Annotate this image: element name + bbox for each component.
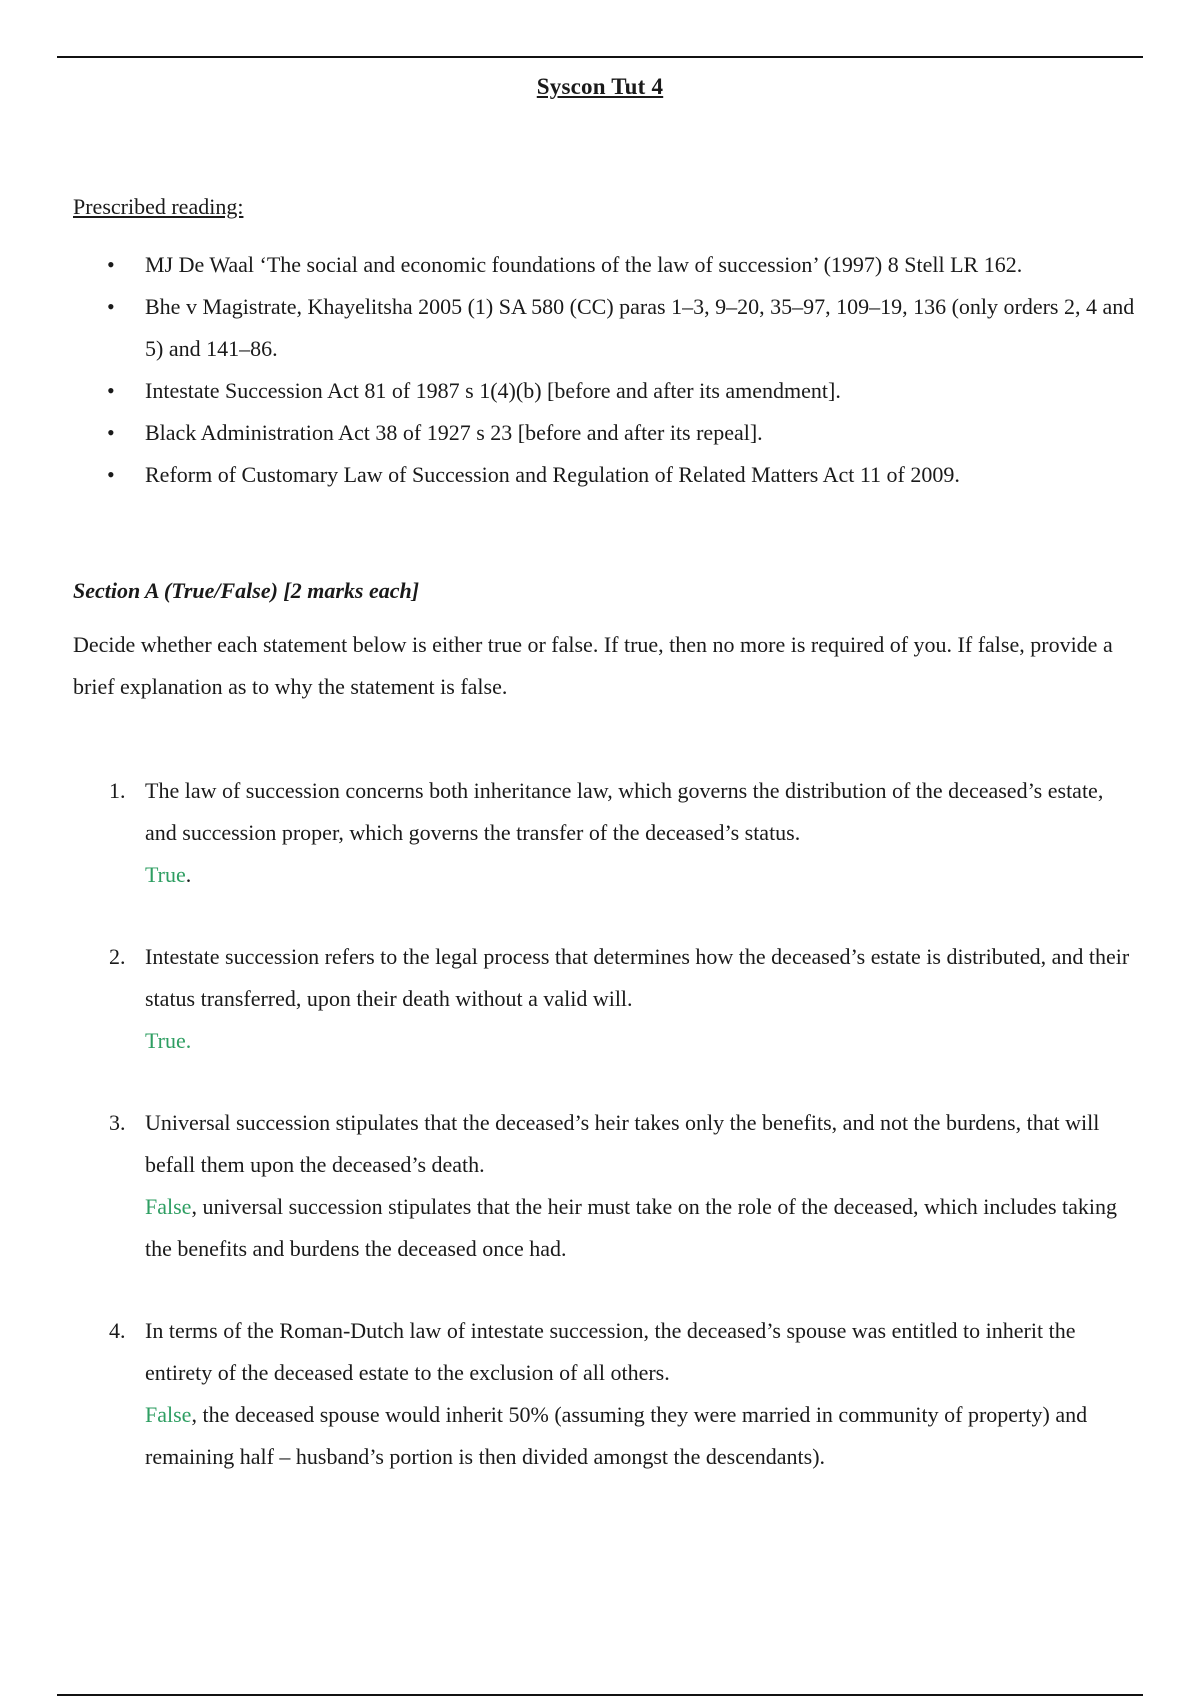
prescribed-reading-list [73, 244, 1135, 496]
question-answer [145, 1020, 1135, 1062]
section-a-heading: Section A (True/False) [2 marks each] [73, 578, 420, 603]
question-item [73, 770, 1135, 896]
reading-item [73, 286, 1135, 370]
answer-verdict: True [145, 862, 186, 887]
question-number: 4. [109, 1318, 126, 1343]
reading-item [73, 370, 1135, 412]
question-number: 1. [109, 778, 126, 803]
reading-item-text: MJ De Waal ‘The social and economic foundations of the law of succession’ (1997) 8 Stell LR 162. [145, 252, 1023, 277]
reading-item-text: Black Administration Act 38 of 1927 s 23 [before and after its repeal]. [145, 420, 763, 445]
question-item [73, 936, 1135, 1062]
question-answer [145, 1394, 1135, 1478]
question-item [73, 1102, 1135, 1270]
question-statement: The law of succession concerns both inheritance law, which governs the distribution of the deceased’s estate, and succession proper, which governs the transfer of the deceased’s status. [145, 778, 1104, 845]
answer-verdict: False [145, 1402, 192, 1427]
bullet-icon: • [107, 294, 115, 319]
document-title: Syscon Tut 4 [536, 74, 664, 99]
reading-item [73, 454, 1135, 496]
reading-item [73, 244, 1135, 286]
reading-item-text: Reform of Customary Law of Succession and Regulation of Related Matters Act 11 of 2009. [145, 462, 960, 487]
footer-rule [57, 1694, 1143, 1696]
question-number: 3. [109, 1110, 126, 1135]
answer-verdict: True. [145, 1028, 192, 1053]
prescribed-reading-heading: Prescribed reading: [73, 194, 244, 219]
question-list [73, 770, 1135, 1478]
question-statement: Universal succession stipulates that the deceased’s heir takes only the benefits, and not the burdens, that will befall them upon the deceased’s death. [145, 1110, 1100, 1177]
document-body [73, 186, 1135, 1518]
answer-explanation: , universal succession stipulates that the heir must take on the role of the deceased, which includes taking the benefits and burdens the deceased once had. [145, 1194, 1118, 1261]
answer-explanation: . [185, 862, 192, 887]
bullet-icon: • [107, 252, 115, 277]
bullet-icon: • [107, 462, 115, 487]
header-rule [57, 56, 1143, 58]
reading-item-text: Intestate Succession Act 81 of 1987 s 1(4)(b) [before and after its amendment]. [145, 378, 841, 403]
question-answer [145, 1186, 1135, 1270]
answer-explanation: , the deceased spouse would inherit 50% (assuming they were married in community of property) and remaining half – husband’s portion is then divided amongst the descendants). [145, 1402, 1088, 1469]
answer-verdict: False [145, 1194, 192, 1219]
bullet-icon: • [107, 420, 115, 445]
reading-item-text: Bhe v Magistrate, Khayelitsha 2005 (1) SA 580 (CC) paras 1–3, 9–20, 35–97, 109–19, 136 (only orders 2, 4 and 5) and 141–86. [145, 294, 1135, 361]
question-statement: In terms of the Roman-Dutch law of intestate succession, the deceased’s spouse was entitled to inherit the entirety of the deceased estate to the exclusion of all others. [145, 1318, 1076, 1385]
section-a-instructions: Decide whether each statement below is either true or false. If true, then no more is required of you. If false, provide a brief explanation as to why the statement is false. [73, 632, 1113, 699]
question-statement: Intestate succession refers to the legal process that determines how the deceased’s estate is distributed, and their status transferred, upon their death without a valid will. [145, 944, 1130, 1011]
bullet-icon: • [107, 378, 115, 403]
reading-item [73, 412, 1135, 454]
question-item [73, 1310, 1135, 1478]
question-number: 2. [109, 944, 126, 969]
question-answer [145, 854, 1135, 896]
